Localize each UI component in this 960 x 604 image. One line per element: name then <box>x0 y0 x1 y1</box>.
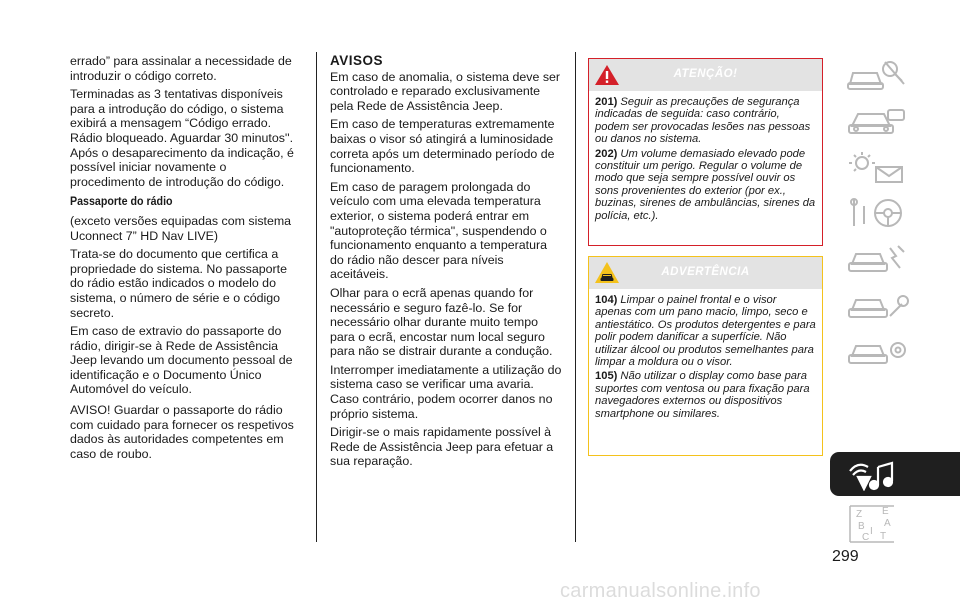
chapter-tab-lights-messages[interactable] <box>830 145 960 189</box>
paragraph: (exceto versões equipadas com sistema Uconnect 7” HD Nav LIVE) <box>70 213 292 243</box>
paragraph: Em caso de temperaturas extremamente baixas o visor só atingirá a luminosidade correta após um determinado período de funcionamento. <box>330 117 555 176</box>
paragraph: errado” para assinalar a necessidade de introduzir o código correto. <box>70 54 292 83</box>
chapter-tab-service[interactable] <box>830 283 960 327</box>
caution-item <box>595 370 816 420</box>
caution-box <box>588 256 823 456</box>
note-text: Limpar o painel frontal e o visor apenas com um pano macio, limpo, seco e antiestático. Os produtos detergentes e para polir podem danificar a superfície. Não utilizar álcool ou produtos semelhantes para limpar a moldura ou o visor. <box>595 294 816 369</box>
page-number: 299 <box>832 548 859 565</box>
warning-box-header <box>589 59 822 91</box>
note-text: Seguir as precauções de segurança indicadas de seguida: caso contrário, podem ser provocadas lesões nas pessoas ou danos no sistema. <box>595 96 811 146</box>
caution-title: ADVERTÊNCIA <box>661 266 750 278</box>
paragraph: Trata-se do documento que certifica a propriedade do sistema. No passaporte do rádio estão indicados o modelo do sistema, o número de série e o código secreto. <box>70 247 287 320</box>
section-heading-radio-passport: Passaporte do rádio <box>70 195 173 209</box>
column-divider <box>575 52 576 542</box>
car-service-icon <box>844 288 914 322</box>
text-column-left <box>70 54 298 465</box>
index-letters-icon <box>844 504 914 544</box>
paragraph: Interromper imediatamente a utilização do sistema caso se verificar uma avaria. Caso contrário, podem ocorrer danos no próprio sistema. <box>330 362 562 421</box>
note-text: Um volume demasiado elevado pode constituir um perigo. Regular o volume de modo que seja sempre possível ouvir os sons provenientes do exterior (por ex., buzinas, sirenes de ambulâncias, sirenes da polícia, etc.). <box>595 147 816 222</box>
car-crash-icon <box>844 242 914 276</box>
multimedia-icon <box>844 457 914 491</box>
warning-item <box>595 96 816 146</box>
watermark-footer: carmanualsonline.info <box>560 580 761 602</box>
car-gear-icon <box>844 334 914 368</box>
text-column-middle <box>330 54 562 473</box>
paragraph: Terminadas as 3 tentativas disponíveis para a introdução do código, o sistema exibirá a mensagem “Código errado. Rádio bloqueado. Aguardar 30 minutos''. Após o desaparecimento da indicação, é possível iniciar novamente o procedimento de introdução do código. <box>70 87 294 189</box>
chapter-tab-technical[interactable] <box>830 329 960 373</box>
chapter-tab-steering[interactable] <box>830 191 960 235</box>
caution-box-header <box>589 257 822 289</box>
chapter-tab-multimedia[interactable] <box>830 452 960 496</box>
index-letter: A <box>884 518 891 529</box>
car-front-icon <box>844 104 914 138</box>
caution-item <box>595 294 816 368</box>
note-text: Não utilizar o display como base para suportes com ventosa ou para fixação para navegadores externos ou dispositivos smartphone ou similares. <box>595 370 810 420</box>
index-letter: T <box>880 531 887 542</box>
light-mail-icon <box>844 150 914 184</box>
index-letter: Z <box>856 509 863 520</box>
paragraph: Olhar para o ecrã apenas quando for necessário e seguro fazê-lo. Se for necessário olhar durante muito tempo para o ecrã, encostar num local seguro para não se distrair durante a condução. <box>330 285 553 359</box>
index-letter: B <box>858 521 865 532</box>
column-divider <box>316 52 317 542</box>
paragraph: Em caso de paragem prolongada do veículo com uma elevada temperatura exterior, o sistema poderá entrar em "autoproteção térmica", suspendendo o funcionamento enquanto a temperatura do rádio não descer para níveis aceitáveis. <box>330 179 547 282</box>
note-number: 105) <box>595 370 618 383</box>
note-number: 202) <box>595 147 618 160</box>
warning-title: ATENÇÃO! <box>673 68 738 80</box>
index-letter: E <box>882 506 889 517</box>
paragraph: AVISO! Guardar o passaporte do rádio com cuidado para fornecer os respetivos dados às autoridades competentes em caso de roubo. <box>70 403 294 461</box>
warning-box <box>588 58 823 246</box>
steering-wrench-icon <box>844 196 914 230</box>
paragraph: Em caso de anomalia, o sistema deve ser controlado e reparado exclusivamente pela Rede de Assistência Jeep. <box>330 69 561 113</box>
note-number: 104) <box>595 294 618 306</box>
paragraph: Dirigir-se o mais rapidamente possível à Rede de Assistência Jeep para efetuar a sua reparação. <box>330 425 554 469</box>
index-letter: I <box>870 526 873 537</box>
chapter-tab-index[interactable] <box>830 499 960 543</box>
warning-item <box>595 148 816 222</box>
section-heading-avisos: AVISOS <box>330 53 384 68</box>
car-search-icon <box>844 58 914 92</box>
note-number: 201) <box>595 96 618 108</box>
paragraph: Em caso de extravio do passaporte do rádio, dirigir-se à Rede de Assistência Jeep levando um documento pessoal de identificação e o Documento Único Automóvel do veículo. <box>70 324 293 397</box>
chapter-tab-car-search[interactable] <box>830 53 960 97</box>
index-letter: C <box>862 532 870 543</box>
chapter-tab-emergency[interactable] <box>830 237 960 281</box>
chapter-tab-car-front[interactable] <box>830 99 960 143</box>
